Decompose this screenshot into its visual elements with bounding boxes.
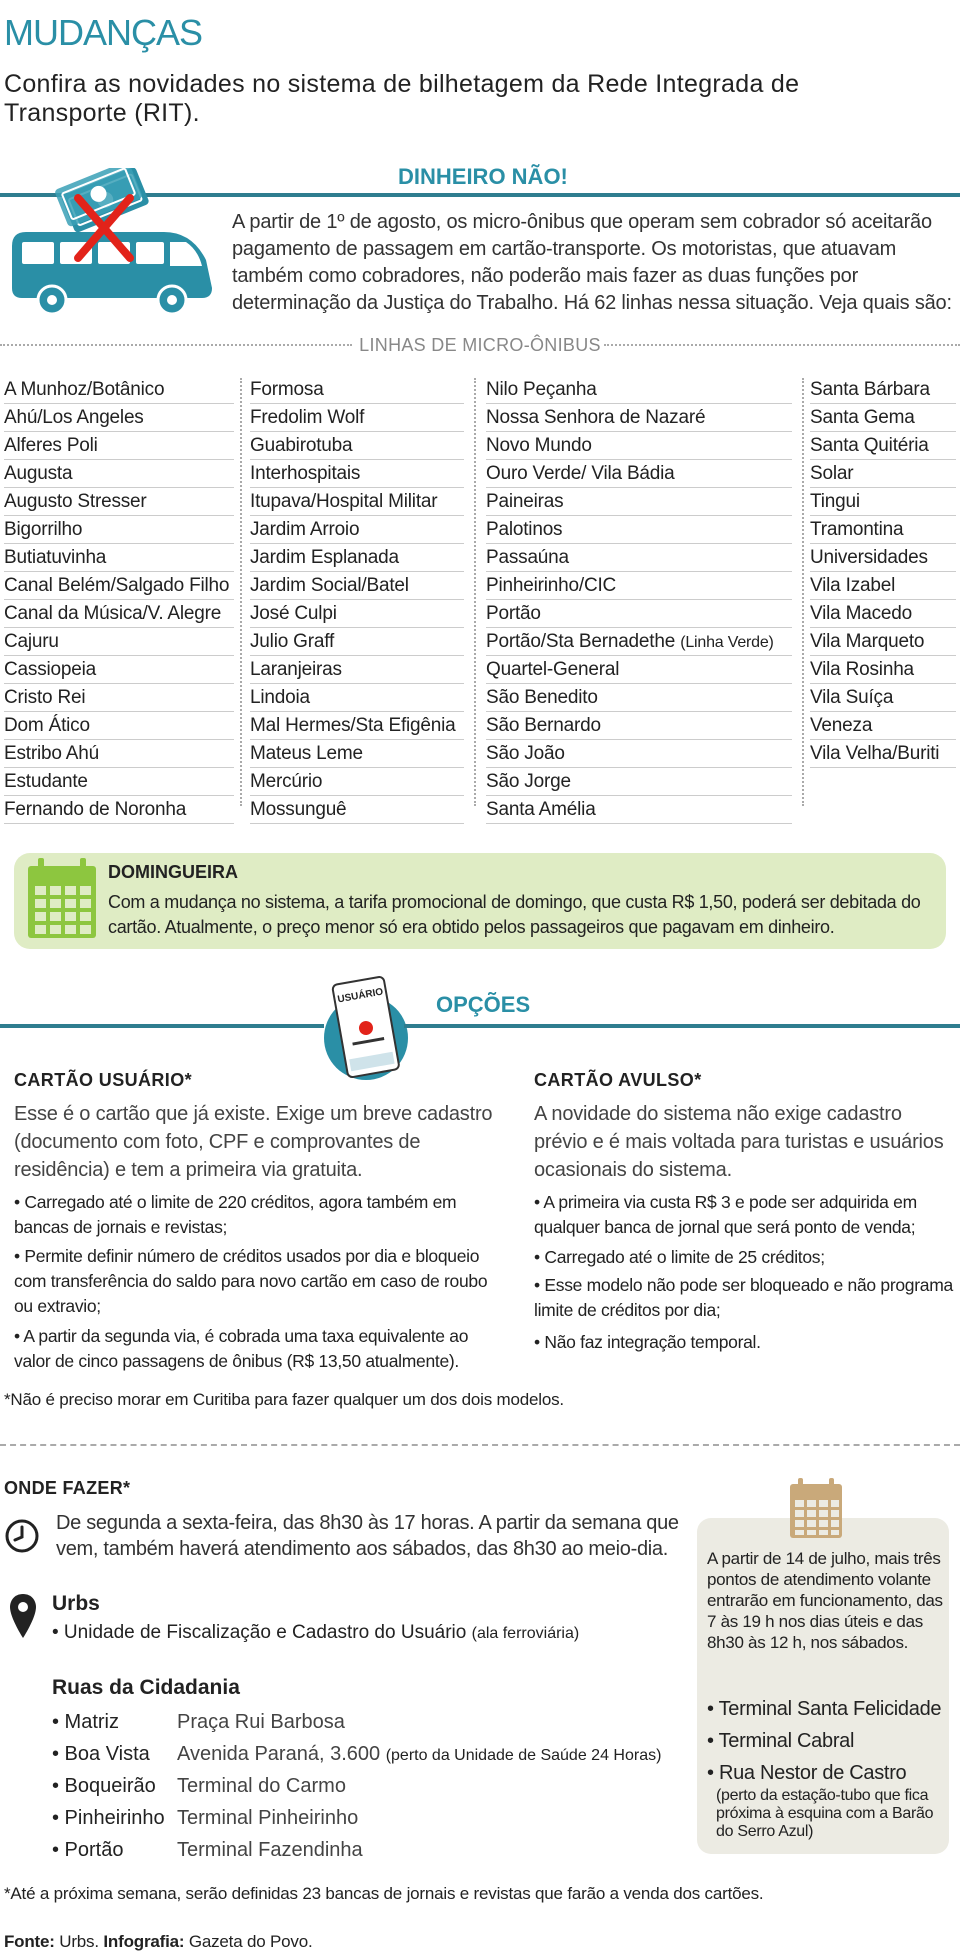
bus-line-name: Nilo Peçanha xyxy=(486,379,597,400)
horario-text: De segunda a sexta-feira, das 8h30 às 17 horas. A partir da semana que vem, também haverá atendimento aos sábados, das 8h30 ao meio-dia. xyxy=(56,1512,679,1560)
bus-line-item xyxy=(250,712,464,740)
dotted-divider xyxy=(0,344,352,346)
urbs-item-note: (ala ferroviária) xyxy=(471,1625,580,1642)
rua-name: • Pinheirinho xyxy=(52,1807,165,1829)
bus-line-item xyxy=(486,796,792,824)
cartao-avulso-bullet: • Não faz integração temporal. xyxy=(534,1332,761,1352)
bus-line-item xyxy=(486,404,792,432)
rua-note: (perto da Unidade de Saúde 24 Horas) xyxy=(385,1747,662,1764)
bus-line-item xyxy=(486,544,792,572)
location-pin-icon xyxy=(8,1592,38,1640)
urbs-title: Urbs xyxy=(52,1592,100,1615)
bus-line-name: Canal da Música/V. Alegre xyxy=(4,603,222,624)
bus-line-name: Santa Bárbara xyxy=(810,379,930,400)
column-divider xyxy=(474,378,476,806)
bus-line-item xyxy=(4,656,234,684)
bus-line-item xyxy=(486,376,792,404)
bus-line-name: Tingui xyxy=(810,491,860,512)
cartao-avulso-bullet: • Esse modelo não pode ser bloqueado e não programa limite de créditos por dia; xyxy=(534,1275,953,1320)
terminal-item: • Terminal Santa Felicidade xyxy=(707,1698,942,1720)
bus-line-item xyxy=(250,544,464,572)
infografia-label: Infografia: xyxy=(103,1932,185,1951)
bus-line-item xyxy=(486,432,792,460)
bus-line-item xyxy=(250,768,464,796)
source-label: Fonte: xyxy=(4,1932,55,1951)
cartao-usuario-bullet: • Carregado até o limite de 220 créditos, agora também em bancas de jornais e revistas; xyxy=(14,1192,457,1237)
bus-line-name: Itupava/Hospital Militar xyxy=(250,491,438,512)
bus-line-item xyxy=(4,628,234,656)
bus-line-name: Estudante xyxy=(4,771,88,792)
section-rule xyxy=(404,1024,960,1028)
bus-line-item xyxy=(810,712,956,740)
bus-line-name: São Benedito xyxy=(486,687,598,708)
bus-line-name: Santa Amélia xyxy=(486,799,596,820)
bus-line-item xyxy=(250,796,464,824)
bus-line-item xyxy=(4,600,234,628)
bus-line-name: Laranjeiras xyxy=(250,659,342,680)
rua-item xyxy=(52,1706,345,1738)
bus-line-item xyxy=(810,516,956,544)
bus-line-name: Vila Macedo xyxy=(810,603,913,624)
bus-line-name: Vila Marqueto xyxy=(810,631,925,652)
bus-line-name: Augusta xyxy=(4,463,73,484)
rua-name: • Boqueirão xyxy=(52,1775,156,1797)
bus-line-name: São Jorge xyxy=(486,771,571,792)
bus-line-item xyxy=(486,460,792,488)
bus-line-name: São João xyxy=(486,743,565,764)
bus-line-name: Butiatuvinha xyxy=(4,547,107,568)
column-divider xyxy=(802,378,804,806)
rua-item xyxy=(52,1770,346,1802)
bus-line-name: Portão/Sta Bernadethe xyxy=(486,631,676,652)
cartao-avulso-intro: A novidade do sistema não exige cadastro prévio e é mais voltada para turistas e usuários ocasionais do sistema. xyxy=(534,1103,944,1181)
bus-line-name: Quartel-General xyxy=(486,659,620,680)
onde-fazer-heading: ONDE FAZER* xyxy=(4,1478,131,1498)
bus-line-item xyxy=(810,600,956,628)
bus-line-item xyxy=(486,656,792,684)
bus-line-item xyxy=(810,740,956,768)
bus-line-item xyxy=(4,740,234,768)
bus-line-name: Santa Quitéria xyxy=(810,435,929,456)
bus-line-item xyxy=(810,432,956,460)
cartao-avulso-bullet: • A primeira via custa R$ 3 e pode ser adquirida em qualquer banca de jornal que será ponto de venda; xyxy=(534,1192,917,1237)
bus-line-item xyxy=(250,628,464,656)
terminal-note: (perto da estação-tubo que fica próxima à esquina com a Barão do Serro Azul) xyxy=(716,1787,934,1840)
domingueira-text: Com a mudança no sistema, a tarifa promocional de domingo, que custa R$ 1,50, poderá ser debitada do cartão. Atualmente, o preço menor só era obtido pelos passageiros que pagavam em dinheiro. xyxy=(108,892,921,937)
bus-line-item xyxy=(250,572,464,600)
card-icon-label: USUÁRIO xyxy=(336,986,385,1006)
calendar-icon xyxy=(788,1478,844,1540)
lines-column-4 xyxy=(810,376,956,768)
bus-line-name: Santa Gema xyxy=(810,407,915,428)
bus-line-item xyxy=(810,656,956,684)
lines-column-2 xyxy=(250,376,464,824)
bus-line-name: Canal Belém/Salgado Filho xyxy=(4,575,230,596)
bus-line-item xyxy=(810,404,956,432)
bus-line-item xyxy=(4,432,234,460)
bus-line-name: Augusto Stresser xyxy=(4,491,147,512)
bus-line-item xyxy=(250,432,464,460)
bus-line-item xyxy=(250,684,464,712)
urbs-item-name: • Unidade de Fiscalização e Cadastro do Usuário xyxy=(52,1622,467,1643)
bus-line-item xyxy=(250,516,464,544)
bus-line-name: Nossa Senhora de Nazaré xyxy=(486,407,706,428)
source-value: Urbs. xyxy=(54,1932,104,1951)
bus-line-name: Jardim Social/Batel xyxy=(250,575,409,596)
bus-line-item xyxy=(486,740,792,768)
source-credit xyxy=(4,1932,313,1952)
bus-line-name: Jardim Esplanada xyxy=(250,547,399,568)
bus-line-name: Formosa xyxy=(250,379,324,400)
page-title: MUDANÇAS xyxy=(4,12,203,53)
bus-line-item xyxy=(4,768,234,796)
bus-line-name: Cristo Rei xyxy=(4,687,86,708)
cartao-usuario-intro: Esse é o cartão que já existe. Exige um breve cadastro (documento com foto, CPF e comprovantes de residência) e tem a primeira via gratuita. xyxy=(14,1103,493,1181)
bus-line-item xyxy=(4,796,234,824)
bus-line-name: Mossunguê xyxy=(250,799,347,820)
rua-address: Praça Rui Barbosa xyxy=(177,1711,345,1733)
bus-line-item xyxy=(250,488,464,516)
cartao-avulso-bullet: • Carregado até o limite de 25 créditos; xyxy=(534,1247,825,1267)
bus-line-name: José Culpi xyxy=(250,603,337,624)
ruas-title: Ruas da Cidadania xyxy=(52,1676,240,1699)
bus-line-name: Paineiras xyxy=(486,491,564,512)
bus-line-name: Novo Mundo xyxy=(486,435,592,456)
bus-line-name: Vila Rosinha xyxy=(810,659,914,680)
bus-line-name: Julio Graff xyxy=(250,631,335,652)
bus-line-item xyxy=(4,404,234,432)
rua-item xyxy=(52,1738,661,1770)
bus-line-name: Mal Hermes/Sta Efigênia xyxy=(250,715,456,736)
bus-line-item xyxy=(810,488,956,516)
dashed-divider xyxy=(0,1444,960,1446)
rua-name: • Matriz xyxy=(52,1711,120,1733)
infografia-value: Gazeta do Povo. xyxy=(184,1932,313,1951)
bus-line-item xyxy=(4,460,234,488)
bus-line-name: A Munhoz/Botânico xyxy=(4,379,165,400)
onde-footnote: *Até a próxima semana, serão definidas 23 bancas de jornais e revistas que farão a venda dos cartões. xyxy=(4,1884,764,1903)
cartao-avulso-title: CARTÃO AVULSO* xyxy=(534,1070,702,1090)
bus-line-item xyxy=(486,628,792,656)
rua-address: Terminal Fazendinha xyxy=(177,1839,363,1861)
bus-line-name: Cajuru xyxy=(4,631,59,652)
bus-line-item xyxy=(4,684,234,712)
dinheiro-intro-text: A partir de 1º de agosto, os micro-ônibus que operam sem cobrador só aceitarão pagamento de passagem em cartão-transporte. Os motoristas, que atuavam também como cobradores, não poderão mais fazer as duas funções por determinação da Justiça do Trabalho. Há 62 linhas nessa situação. Veja quais são: xyxy=(232,211,952,314)
terminal-item: • Terminal Cabral xyxy=(707,1730,855,1752)
calendar-icon xyxy=(26,858,98,940)
opcoes-footnote: *Não é preciso morar em Curitiba para fazer qualquer um dos dois modelos. xyxy=(4,1390,564,1409)
lines-heading-text: LINHAS DE MICRO-ÔNIBUS xyxy=(359,335,601,355)
bus-line-name: Mercúrio xyxy=(250,771,323,792)
rua-name: • Portão xyxy=(52,1839,124,1861)
bus-line-item xyxy=(4,488,234,516)
domingueira-title: DOMINGUEIRA xyxy=(108,862,238,882)
bus-line-item xyxy=(810,544,956,572)
bus-line-item xyxy=(810,684,956,712)
dotted-divider xyxy=(604,344,960,346)
bus-line-item xyxy=(486,572,792,600)
bus-line-item xyxy=(810,628,956,656)
bus-line-name: Vila Izabel xyxy=(810,575,896,596)
bus-line-name: Lindoia xyxy=(250,687,310,708)
section-rule xyxy=(0,1024,324,1028)
bus-line-item xyxy=(486,516,792,544)
bus-line-name: Universidades xyxy=(810,547,928,568)
bus-line-item xyxy=(250,656,464,684)
linha-verde-note: (Linha Verde) xyxy=(680,634,774,651)
bus-line-item xyxy=(250,404,464,432)
bus-line-item xyxy=(4,376,234,404)
clock-icon xyxy=(4,1518,40,1554)
bus-line-name: Estribo Ahú xyxy=(4,743,99,764)
rua-address: Terminal do Carmo xyxy=(177,1775,346,1797)
bus-line-item xyxy=(486,488,792,516)
user-card-icon xyxy=(322,976,410,1086)
bus-line-name: Pinheirinho/CIC xyxy=(486,575,617,596)
rua-address: Avenida Paraná, 3.600 xyxy=(177,1743,381,1765)
bus-line-item xyxy=(810,376,956,404)
cartao-usuario-bullet: • Permite definir número de créditos usados por dia e bloqueio com transferência do saldo para novo cartão em caso de roubo ou extravio; xyxy=(14,1246,488,1316)
bus-line-name: Guabirotuba xyxy=(250,435,353,456)
rua-name: • Boa Vista xyxy=(52,1743,150,1765)
bus-line-item xyxy=(810,572,956,600)
page-subtitle: Confira as novidades no sistema de bilhetagem da Rede Integrada de Transporte (RIT). xyxy=(4,70,800,127)
cartao-usuario-bullet: • A partir da segunda via, é cobrada uma taxa equivalente ao valor de cinco passagens de ônibus (R$ 13,50 atualmente). xyxy=(14,1326,469,1371)
bus-line-name: Veneza xyxy=(810,715,873,736)
bus-line-item xyxy=(4,544,234,572)
novos-pontos-text: A partir de 14 de julho, mais três pontos de atendimento volante entrarão em funcionamento, das 7 às 19 h nos dias úteis e das 8h30 às 12 h, nos sábados. xyxy=(707,1549,943,1652)
bus-line-item xyxy=(486,768,792,796)
bus-line-item xyxy=(486,684,792,712)
bus-line-item xyxy=(486,712,792,740)
cartao-usuario-title: CARTÃO USUÁRIO* xyxy=(14,1070,193,1090)
bus-line-name: Fernando de Noronha xyxy=(4,799,187,820)
bus-line-name: Palotinos xyxy=(486,519,563,540)
bus-icon xyxy=(6,168,224,318)
bus-line-item xyxy=(4,712,234,740)
bus-line-item xyxy=(250,460,464,488)
lines-column-3 xyxy=(486,376,792,824)
section-heading-dinheiro: DINHEIRO NÃO! xyxy=(398,164,568,189)
bus-line-name: Jardim Arroio xyxy=(250,519,360,540)
bus-line-name: Dom Ático xyxy=(4,715,90,736)
bus-line-name: Alferes Poli xyxy=(4,435,98,456)
bus-line-name: Mateus Leme xyxy=(250,743,363,764)
bus-line-name: Portão xyxy=(486,603,541,624)
bus-line-item xyxy=(810,460,956,488)
bus-line-name: Cassiopeia xyxy=(4,659,96,680)
bus-line-name: Fredolim Wolf xyxy=(250,407,365,428)
terminal-item: • Rua Nestor de Castro xyxy=(707,1762,907,1784)
rua-address: Terminal Pinheirinho xyxy=(177,1807,359,1829)
bus-line-name: Ahú/Los Angeles xyxy=(4,407,144,428)
section-heading-opcoes: OPÇÕES xyxy=(436,992,531,1017)
bus-line-item xyxy=(250,376,464,404)
bus-line-name: Passaúna xyxy=(486,547,569,568)
bus-line-name: São Bernardo xyxy=(486,715,601,736)
lines-column-1 xyxy=(4,376,234,824)
rua-item xyxy=(52,1802,358,1834)
bus-line-name: Interhospitais xyxy=(250,463,361,484)
column-divider xyxy=(240,378,242,806)
urbs-item xyxy=(52,1622,579,1644)
bus-line-name: Vila Suíça xyxy=(810,687,894,708)
bus-line-item xyxy=(250,740,464,768)
bus-line-name: Ouro Verde/ Vila Bádia xyxy=(486,463,675,484)
rua-item xyxy=(52,1834,363,1866)
bus-line-item xyxy=(4,516,234,544)
bus-line-name: Vila Velha/Buriti xyxy=(810,743,940,764)
bus-line-name: Solar xyxy=(810,463,854,484)
bus-line-item xyxy=(486,600,792,628)
bus-line-name: Bigorrilho xyxy=(4,519,83,540)
bus-line-item xyxy=(250,600,464,628)
bus-line-name: Tramontina xyxy=(810,519,904,540)
bus-line-item xyxy=(4,572,234,600)
